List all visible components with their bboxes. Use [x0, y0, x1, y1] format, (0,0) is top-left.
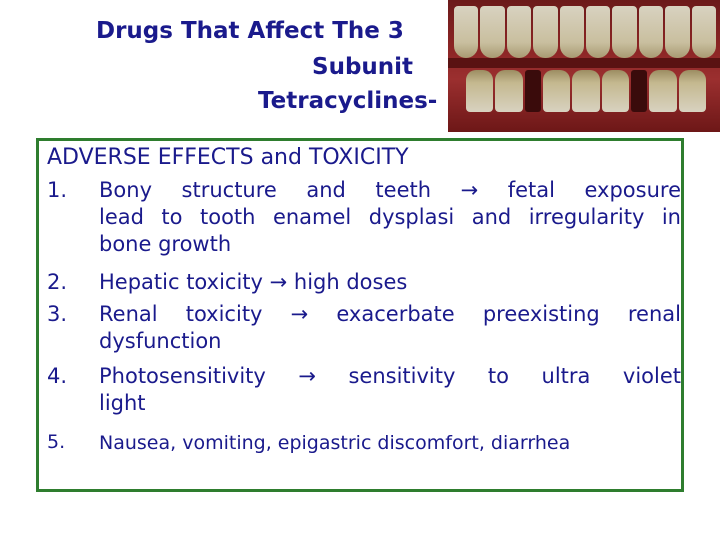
item-text	[99, 269, 681, 296]
item-line: Hepatic toxicity → high doses	[99, 270, 408, 294]
item-number: 5.	[47, 431, 66, 453]
lower-teeth	[466, 70, 706, 112]
adverse-effects-box	[36, 138, 684, 492]
title-line-1: Drugs That Affect The 3	[96, 18, 404, 44]
item-text	[99, 430, 681, 457]
item-line: Nausea, vomiting, epigastric discomfort, diarrhea	[99, 432, 571, 454]
item-line: lead to tooth enamel dysplasi and irregularity in	[99, 205, 681, 229]
item-number: 3.	[47, 302, 68, 326]
item-line: Photosensitivity → sensitivity to ultra violet	[99, 364, 681, 388]
item-number: 4.	[47, 364, 68, 388]
title-line-3: Tetracyclines-	[258, 88, 438, 114]
item-line: dysfunction	[99, 329, 222, 353]
section-heading: ADVERSE EFFECTS and TOXICITY	[47, 145, 409, 170]
item-number: 2.	[47, 270, 68, 294]
item-text	[99, 177, 681, 258]
title-line-2: Subunit	[312, 54, 414, 80]
item-line: Renal toxicity → exacerbate preexisting renal	[99, 302, 681, 326]
teeth-photo	[448, 0, 720, 132]
item-text	[99, 301, 681, 355]
item-line: bone growth	[99, 232, 232, 256]
upper-teeth	[454, 6, 716, 58]
item-line: light	[99, 391, 146, 415]
item-text	[99, 363, 681, 417]
item-number: 1.	[47, 178, 68, 202]
item-line: Bony structure and teeth → fetal exposure	[99, 178, 681, 202]
gum-line	[448, 58, 720, 68]
